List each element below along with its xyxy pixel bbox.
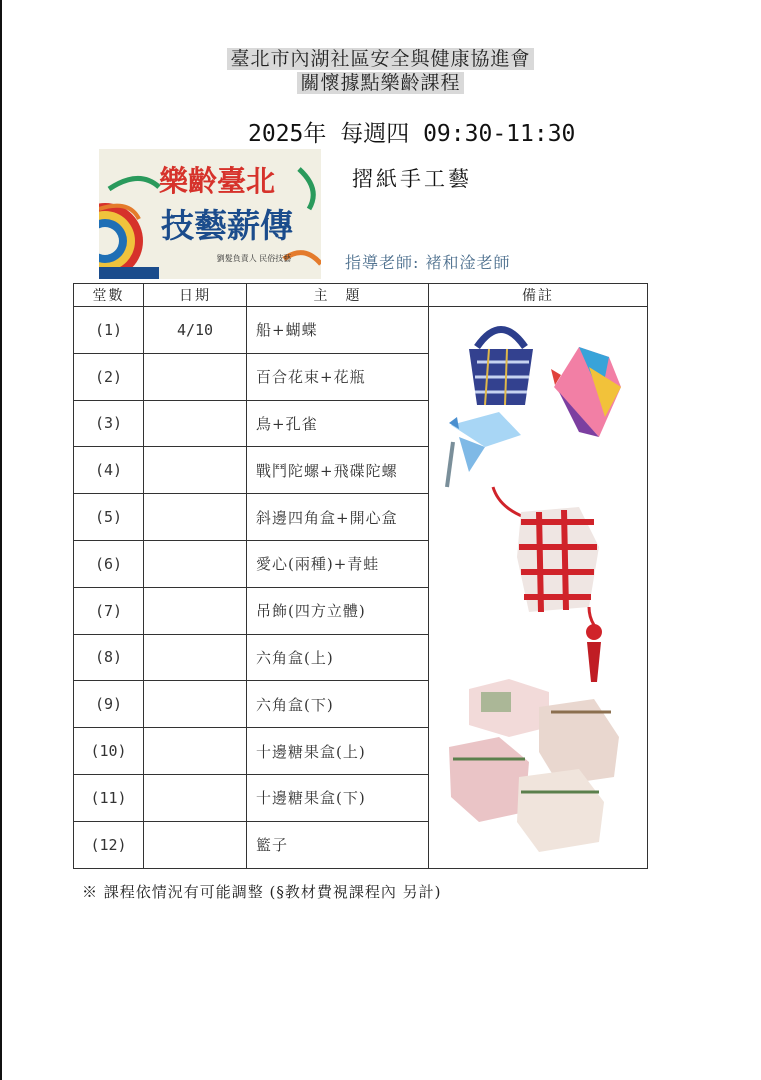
table-header-row [74, 284, 648, 307]
session-topic: 愛心(兩種)+青蛙 [247, 540, 429, 587]
notes-photos-cell [429, 307, 648, 869]
program-name: 關懷據點樂齡課程 [297, 72, 463, 94]
session-date [144, 587, 247, 634]
session-number: (1) [74, 307, 144, 354]
session-number: (4) [74, 447, 144, 494]
session-number: (3) [74, 400, 144, 447]
footnote: ※ 課程依情況有可能調整 (§教材費視課程內 另計) [82, 883, 442, 901]
session-date [144, 540, 247, 587]
session-topic: 六角盒(下) [247, 681, 429, 728]
session-date [144, 447, 247, 494]
session-topic: 船+蝴蝶 [247, 307, 429, 354]
session-date [144, 634, 247, 681]
banner-subtitle: 劉髮負責人 民俗技藝 [216, 254, 292, 263]
header-topic: 主 題 [247, 284, 429, 307]
session-topic: 籃子 [247, 821, 429, 868]
origami-bird-image [447, 412, 521, 487]
banner-title-row1: 樂齡臺北 [158, 164, 276, 198]
session-topic: 十邊糖果盒(上) [247, 728, 429, 775]
header-date: 日期 [144, 284, 247, 307]
page-left-border [0, 0, 2, 1080]
page-title [0, 47, 761, 95]
session-date [144, 821, 247, 868]
session-topic: 百合花束+花瓶 [247, 353, 429, 400]
table-row [74, 307, 648, 354]
session-number: (8) [74, 634, 144, 681]
origami-hexagon-boxes-image [449, 679, 619, 852]
course-name: 摺紙手工藝 [352, 167, 472, 191]
session-date [144, 353, 247, 400]
session-topic: 斜邊四角盒+開心盒 [247, 494, 429, 541]
course-schedule-table [73, 283, 648, 869]
session-number: (12) [74, 821, 144, 868]
header-notes: 備註 [429, 284, 648, 307]
session-topic: 十邊糖果盒(下) [247, 774, 429, 821]
session-number: (2) [74, 353, 144, 400]
session-topic: 吊飾(四方立體) [247, 587, 429, 634]
session-topic: 六角盒(上) [247, 634, 429, 681]
session-date: 4/10 [144, 307, 247, 354]
teacher-name: 指導老師: 褚和淦老師 [345, 253, 511, 272]
program-banner-image [99, 149, 321, 279]
session-number: (10) [74, 728, 144, 775]
session-date [144, 494, 247, 541]
banner-title-row2: 技藝薪傳 [161, 206, 293, 245]
schedule-text: 2025年 每週四 09:30-11:30 [248, 121, 576, 147]
org-name: 臺北市內湖社區安全與健康協進會 [227, 48, 533, 70]
session-date [144, 681, 247, 728]
origami-peacock-image [551, 347, 621, 437]
header-session: 堂數 [74, 284, 144, 307]
session-number: (5) [74, 494, 144, 541]
origami-cube-ornament-image [493, 487, 602, 682]
session-date [144, 400, 247, 447]
origami-basket-image [469, 330, 533, 406]
origami-photos [429, 307, 646, 869]
session-topic: 戰鬥陀螺+飛碟陀螺 [247, 447, 429, 494]
session-date [144, 728, 247, 775]
banner-graphic [99, 149, 321, 279]
session-number: (9) [74, 681, 144, 728]
session-date [144, 774, 247, 821]
session-number: (7) [74, 587, 144, 634]
session-number: (6) [74, 540, 144, 587]
session-topic: 鳥+孔雀 [247, 400, 429, 447]
session-number: (11) [74, 774, 144, 821]
